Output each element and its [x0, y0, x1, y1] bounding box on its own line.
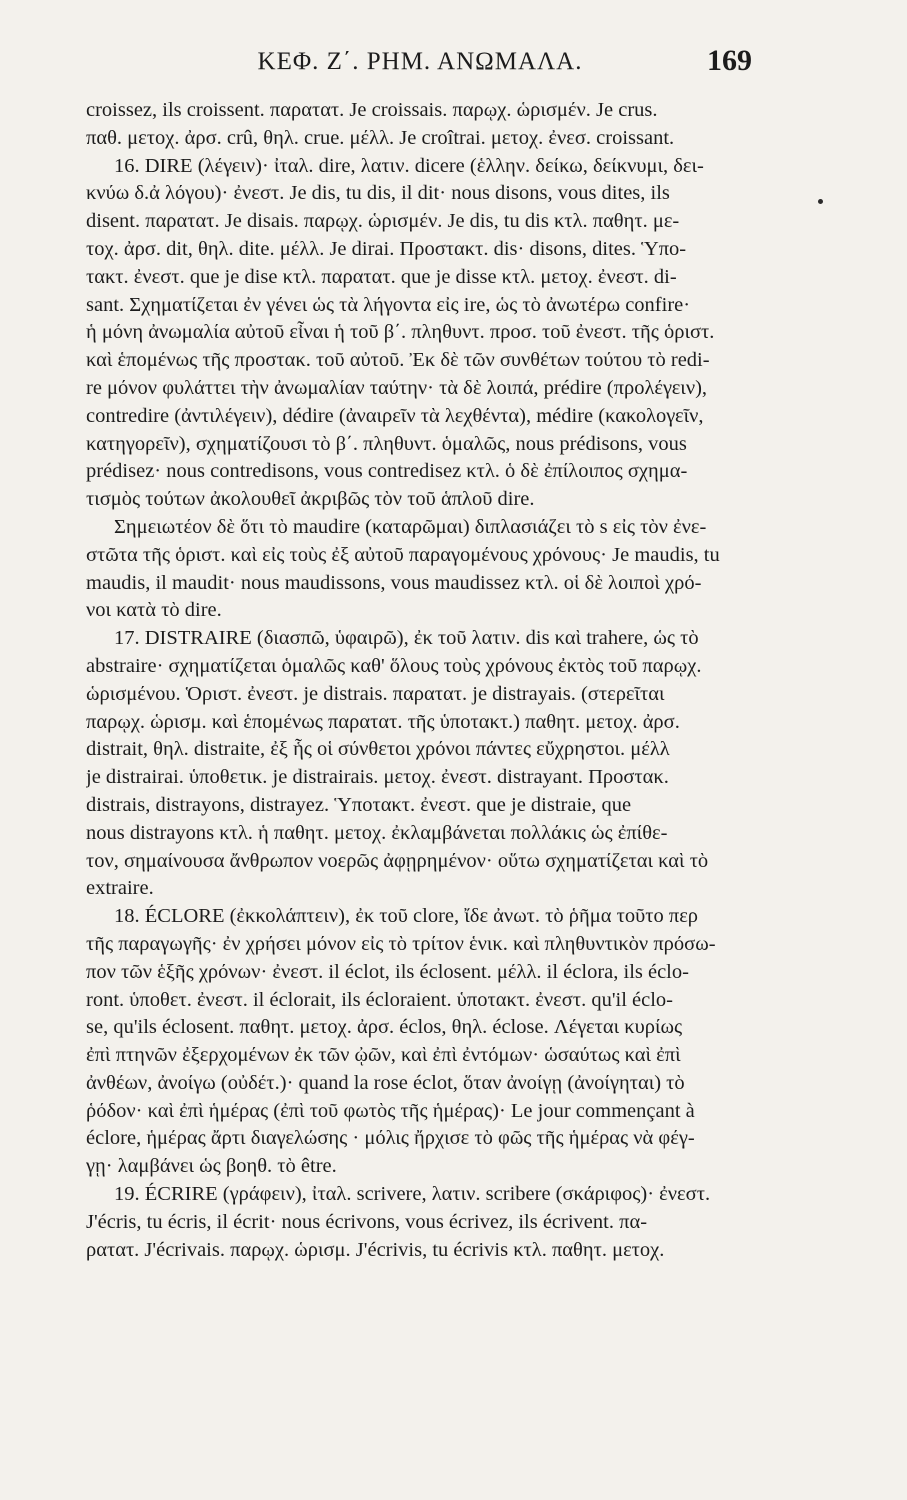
text-line: distrais, distrayons, distrayez. Ὑποτακτ. ἐνεστ. que je distraie, que [86, 793, 632, 816]
text-line: κατηγορεῖν), σχηματίζουσι τὸ β΄. πληθυντ. ὁμαλῶς, nous prédisons, vous [86, 432, 687, 455]
text-line: maudis, il maudit· nous maudissons, vous maudissez κτλ. οἱ δὲ λοιποὶ χρό- [86, 571, 702, 594]
text-line: ρατατ. J'écrivais. παρῳχ. ὡρισμ. J'écrivis, tu écrivis κτλ. παθητ. μετοχ. [86, 1238, 665, 1261]
text-line: extraire. [86, 877, 154, 900]
entry-18-heading-line: 18. ÉCLORE (ἐκκολάπτειν), ἐκ τοῦ clore, ἴδε ἀνωτ. τὸ ῥῆμα τοῦτο περ [114, 905, 699, 928]
margin-mark [818, 199, 823, 204]
text-line: γῃ· λαμβάνει ὡς βοηθ. τὸ être. [86, 1155, 337, 1178]
text-line: τακτ. ἐνεστ. que je dise κτλ. παρατατ. que je disse κτλ. μετοχ. ἐνεστ. di- [86, 265, 677, 288]
text-line: disent. παρατατ. Je disais. παρῳχ. ὡρισμέν. Je dis, tu dis κτλ. παθητ. με- [86, 210, 680, 233]
text-line: ῥόδον· καὶ ἐπὶ ἡμέρας (ἐπὶ τοῦ φωτὸς τῆς ἡμέρας)· Le jour commençant à [86, 1099, 695, 1122]
text-line: τοχ. ἀρσ. dit, θηλ. dite. μέλλ. Je dirai. Προστακτ. dis· disons, dites. Ὑπο- [86, 237, 687, 260]
note-paragraph-line: Σημειωτέον δὲ ὅτι τὸ maudire (καταρῶμαι) διπλασιάζει τὸ s εἰς τὸν ἐνε- [114, 515, 707, 538]
text-line: contredire (ἀντιλέγειν), dédire (ἀναιρεῖν τὰ λεχθέντα), médire (κακολογεῖν, [86, 404, 704, 427]
text-line: re μόνον φυλάττει τὴν ἀνωμαλίαν ταύτην· τὰ δὲ λοιπά, prédire (προλέγειν), [86, 376, 708, 399]
entry-16-heading-line: 16. DIRE (λέγειν)· ἰταλ. dire, λατιν. dicere (ἑλλην. δείκω, δείκνυμι, δει- [114, 154, 704, 177]
text-line: ὡρισμένου. Ὁριστ. ἐνεστ. je distrais. παρατατ. je distrayais. (στερεῖται [86, 682, 665, 705]
text-line: τον, σημαίνουσα ἄνθρωπον νοερῶς ἀφῃρημένον· οὕτω σχηματίζεται καὶ τὸ [86, 849, 709, 872]
text-line: καὶ ἑπομένως τῆς προστακ. τοῦ αὐτοῦ. Ἐκ δὲ τῶν συνθέτων τούτου τὸ redi- [86, 349, 710, 372]
entry-19-heading-line: 19. ÉCRIRE (γράφειν), ἰταλ. scrivere, λατιν. scribere (σκάριφος)· ἐνεστ. [114, 1183, 711, 1206]
text-line: στῶτα τῆς ὁριστ. καὶ εἰς τοὺς ἐξ αὐτοῦ παραγομένους χρόνους· Je maudis, tu [86, 543, 720, 566]
text-line: ἡ μόνη ἀνωμαλία αὐτοῦ εἶναι ἡ τοῦ β΄. πληθυντ. προσ. τοῦ ἐνεστ. τῆς ὁριστ. [86, 321, 715, 344]
text-line: κνύω δ.ἀ λόγου)· ἐνεστ. Je dis, tu dis, il dit· nous disons, vous dites, ils [86, 182, 670, 205]
text-line: croissez, ils croissent. παρατατ. Je croissais. παρῳχ. ὡρισμέν. Je crus. [86, 99, 658, 121]
page-number: 169 [707, 44, 752, 77]
text-line: nous distrayons κτλ. ἡ παθητ. μετοχ. ἐκλαμβάνεται πολλάκις ὡς ἐπίθε- [86, 821, 668, 844]
text-line: ἀνθέων, ἀνοίγω (οὐδέτ.)· quand la rose éclot, ὅταν ἀνοίγῃ (ἀνοίγηται) τὸ [86, 1071, 685, 1094]
page-header [0, 44, 907, 84]
text-line: ront. ὑποθετ. ἐνεστ. il éclorait, ils écloraient. ὑποτακτ. ἐνεστ. qu'il éclo- [86, 988, 673, 1011]
text-line: παρῳχ. ὡρισμ. καὶ ἑπομένως παρατατ. τῆς ὑποτακτ.) παθητ. μετοχ. ἀρσ. [86, 710, 680, 733]
text-line: distrait, θηλ. distraite, ἐξ ἧς οἱ σύνθετοι χρόνοι πάντες εὔχρηστοι. μέλλ [86, 738, 670, 761]
text-line: παθ. μετοχ. ἀρσ. crû, θηλ. crue. μέλλ. Je croîtrai. μετοχ. ἐνεσ. croissant. [86, 126, 675, 149]
text-line: πον τῶν ἑξῆς χρόνων· ἐνεστ. il éclot, ils éclosent. μέλλ. il éclora, ils éclo- [86, 960, 689, 983]
text-line: νοι κατὰ τὸ dire. [86, 599, 222, 622]
text-line: τῆς παραγωγῆς· ἐν χρήσει μόνον εἰς τὸ τρίτον ἑνικ. καὶ πληθυντικὸν πρόσω- [86, 932, 716, 955]
running-head: ΚΕΦ. Ζ΄. ΡΗΜ. ΑΝΩΜΑΛΑ. [257, 48, 583, 75]
text-line: je distrairai. ὑποθετικ. je distrairais. μετοχ. ἐνεστ. distrayant. Προστακ. [86, 766, 669, 789]
text-line: J'écris, tu écris, il écrit· nous écrivons, vous écrivez, ils écrivent. πα- [86, 1210, 648, 1233]
entry-17-heading-line: 17. DISTRAIRE (διασπῶ, ὑφαιρῶ), ἐκ τοῦ λατιν. dis καὶ trahere, ὡς τὸ [114, 627, 699, 650]
text-line: abstraire· σχηματίζεται ὁμαλῶς καθ' ὅλους τοὺς χρόνους ἐκτὸς τοῦ παρῳχ. [86, 654, 702, 677]
text-line: τισμὸς τούτων ἀκολουθεῖ ἀκριβῶς τὸν τοῦ ἁπλοῦ dire. [86, 488, 535, 511]
body-text [86, 97, 776, 1264]
text-line: ἐπὶ πτηνῶν ἐξερχομένων ἐκ τῶν ᾠῶν, καὶ ἐπὶ ἐντόμων· ὡσαύτως καὶ ἐπὶ [86, 1044, 681, 1067]
text-line: se, qu'ils éclosent. παθητ. μετοχ. ἀρσ. éclos, θηλ. éclose. Λέγεται κυρίως [86, 1016, 683, 1039]
text-line: éclore, ἡμέρας ἄρτι διαγελώσης · μόλις ἤρχισε τὸ φῶς τῆς ἡμέρας νὰ φέγ- [86, 1127, 695, 1150]
text-line: prédisez· nous contredisons, vous contredisez κτλ. ὁ δὲ ἐπίλοιπος σχημα- [86, 460, 688, 483]
text-line: sant. Σχηματίζεται ἐν γένει ὡς τὰ λήγοντα εἰς ire, ὡς τὸ ἀνωτέρω confire· [86, 293, 691, 316]
